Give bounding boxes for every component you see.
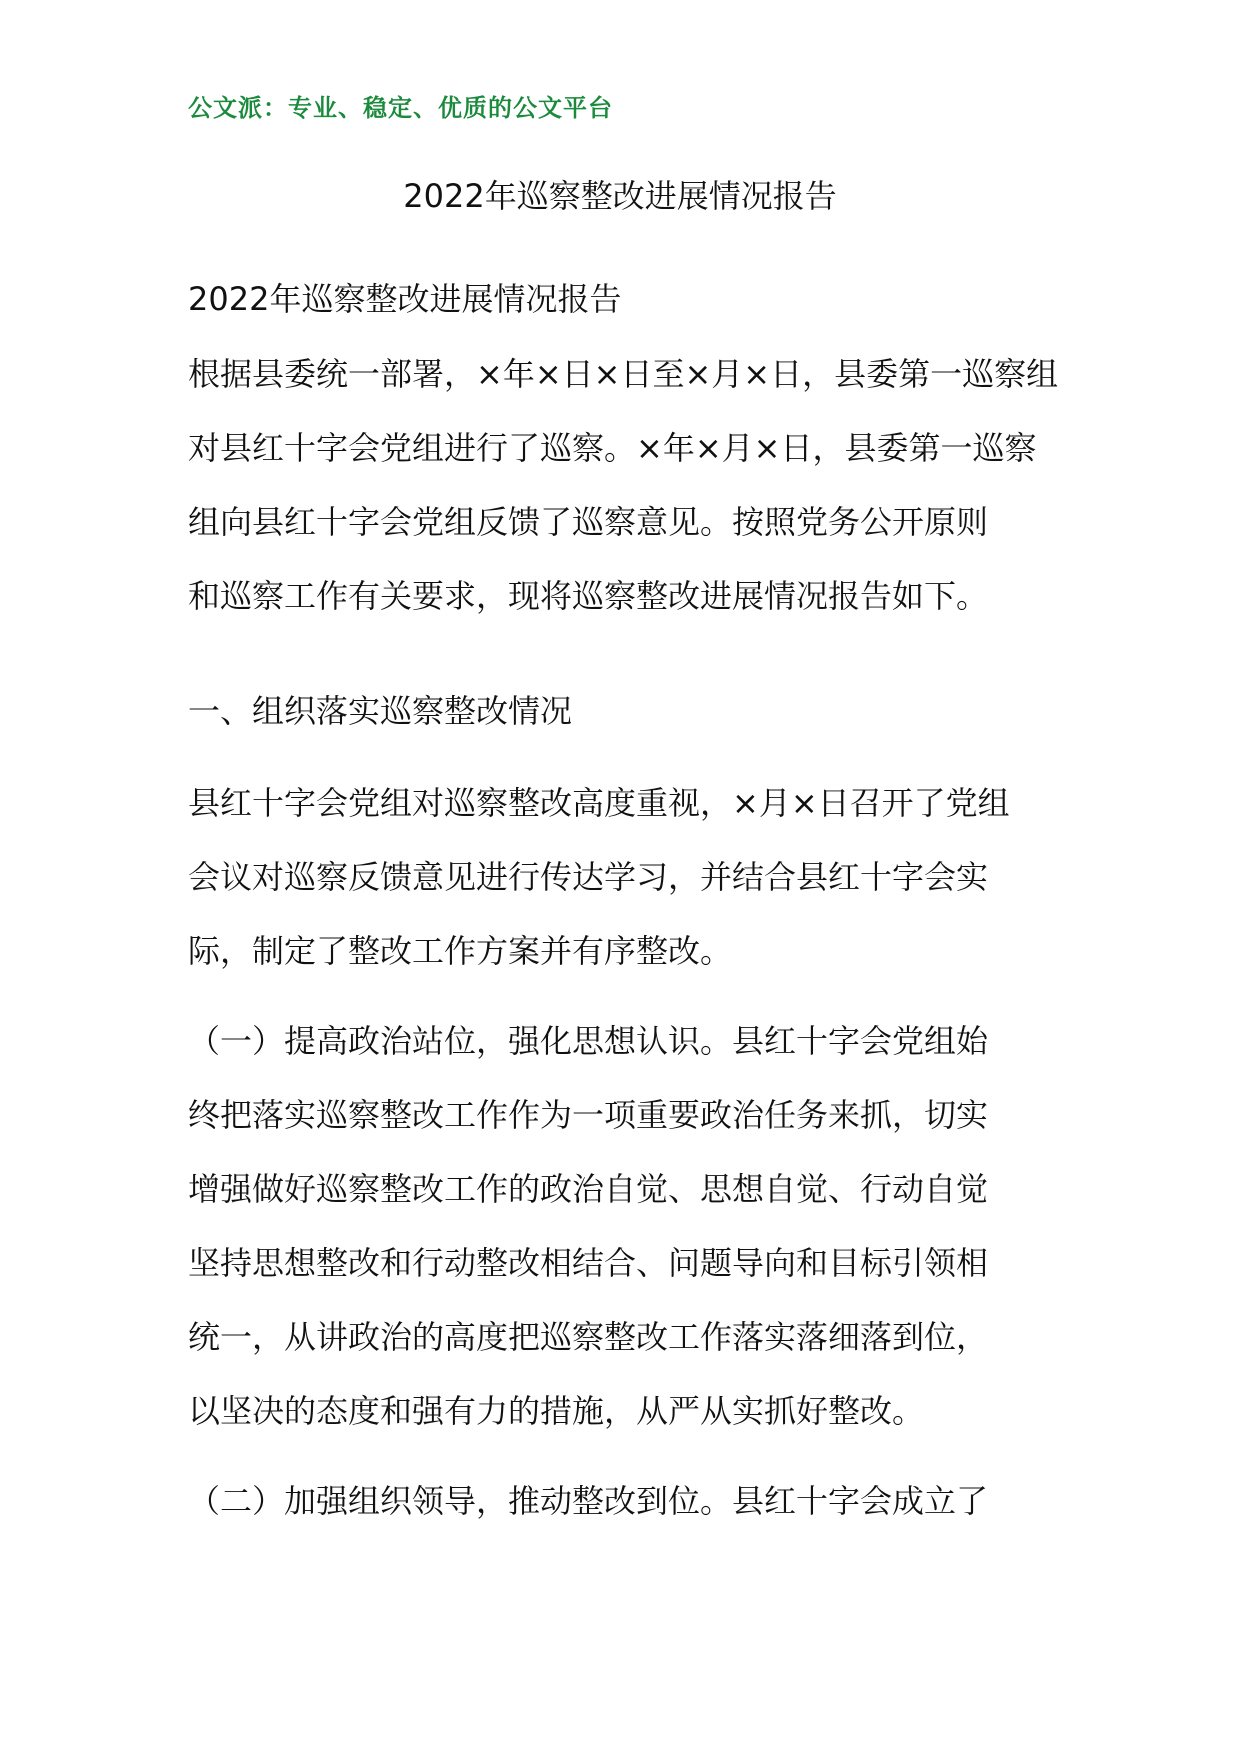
document-subtitle	[188, 262, 1058, 336]
paragraph-line: 对县红十字会党组进行了巡察。×年×月×日，县委第一巡察	[188, 429, 1037, 467]
paragraph-line: 统一，从讲政治的高度把巡察整改工作落实落细落到位，	[188, 1318, 989, 1356]
subtitle-line: 2022年巡察整改进展情况报告	[188, 280, 622, 318]
paragraph-line: 终把落实巡察整改工作作为一项重要政治任务来抓，切实	[188, 1096, 989, 1134]
heading-line: 一、组织落实巡察整改情况	[188, 692, 573, 730]
paragraph-line: 际，制定了整改工作方案并有序整改。	[188, 932, 733, 970]
brand-header: 公文派：专业、稳定、优质的公文平台	[188, 94, 613, 122]
paragraph-item-2	[188, 1464, 1058, 1538]
paragraph-line: 和巡察工作有关要求，现将巡察整改进展情况报告如下。	[188, 577, 989, 615]
paragraph-line: 增强做好巡察整改工作的政治自觉、思想自觉、行动自觉	[188, 1170, 989, 1208]
section-heading-1	[188, 674, 1058, 748]
paragraph-line: 会议对巡察反馈意见进行传达学习，并结合县红十字会实	[188, 858, 989, 896]
paragraph-line: 以坚决的态度和强有力的措施，从严从实抓好整改。	[188, 1392, 925, 1430]
paragraph-line: 组向县红十字会党组反馈了巡察意见。按照党务公开原则	[188, 503, 989, 541]
paragraph-line: （二）加强组织领导，推动整改到位。县红十字会成立了	[188, 1482, 989, 1520]
paragraph-line: （一）提高政治站位，强化思想认识。县红十字会党组始	[188, 1022, 989, 1060]
paragraph-line: 根据县委统一部署，×年×日×日至×月×日，县委第一巡察组	[188, 355, 1059, 393]
paragraph-line: 县红十字会党组对巡察整改高度重视，×月×日召开了党组	[188, 784, 1010, 822]
paragraph-section-1	[188, 766, 1058, 988]
document-title: 2022年巡察整改进展情况报告	[403, 177, 837, 215]
paragraph-line: 坚持思想整改和行动整改相结合、问题导向和目标引领相	[188, 1244, 989, 1282]
paragraph-item-1	[188, 1004, 1058, 1448]
paragraph-intro	[188, 337, 1058, 633]
